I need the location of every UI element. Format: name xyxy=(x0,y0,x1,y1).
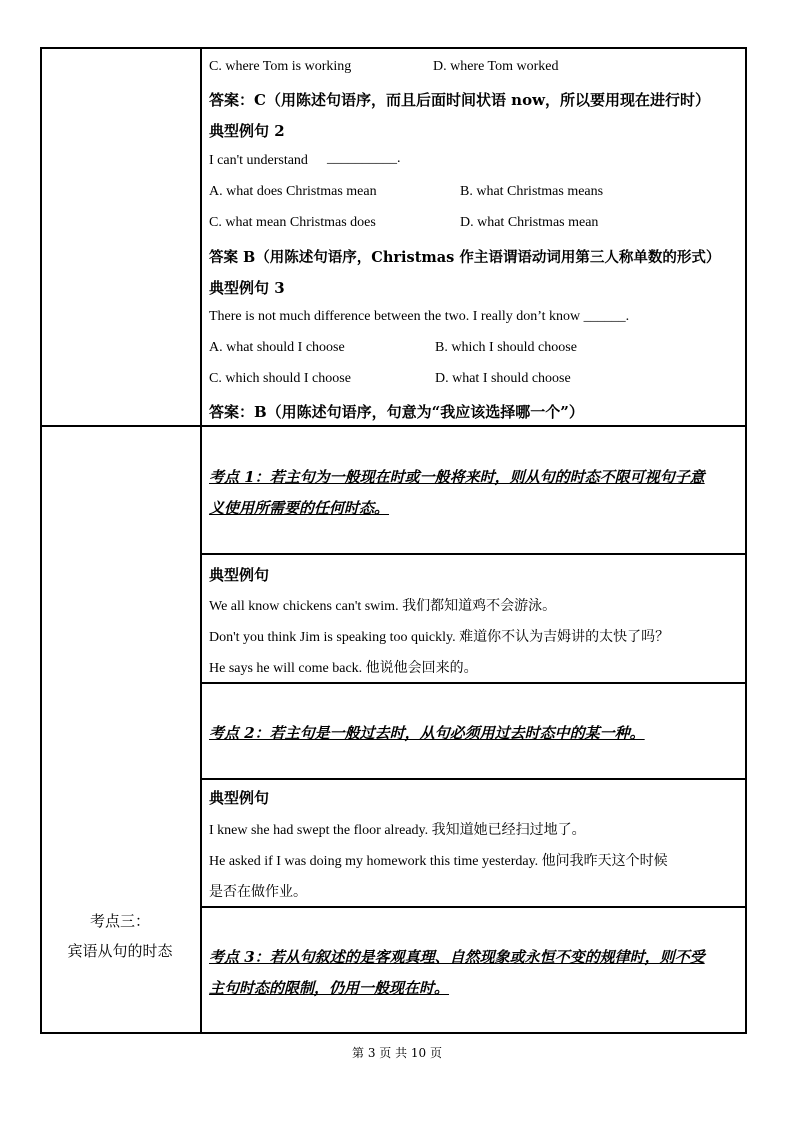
table-right-border xyxy=(745,48,747,1034)
examples-1-title: 典型例句 xyxy=(209,566,270,584)
example-1-2: Don't you think Jim is speaking too quickly. 难道你不认为吉姆讲的太快了吗？ xyxy=(209,630,670,645)
q3-option-b: B. which I should choose xyxy=(435,340,577,355)
key-point-1-line1: 考点 1：若主句为一般现在时或一般将来时，则从句的时态不限可视句子意 xyxy=(209,468,705,486)
answer-3: 答案：B（用陈述句语序，句意为“我应该选择哪一个”） xyxy=(209,403,584,421)
q3-option-c-visible: C. which should I choose xyxy=(209,371,351,386)
q3-stem: There is not much difference between the two. I really don’t know ______. xyxy=(209,309,630,324)
q2-option-d: D. what Christmas mean xyxy=(460,215,599,230)
content-table xyxy=(40,48,747,1034)
example-2-2-cont: 是否在做作业。 xyxy=(209,885,307,900)
table-left-border xyxy=(40,48,42,1034)
example-2-title: 典型例句 2 xyxy=(209,122,285,140)
key-point-1-line2: 义使用所需要的任何时态。 xyxy=(209,499,390,517)
section-label-line1: 考点三： xyxy=(89,912,150,930)
q2-option-b: B. what Christmas means xyxy=(460,184,604,199)
example-3-title: 典型例句 3 xyxy=(209,279,285,297)
example-2-2: He asked if I was doing my homework this time yesterday. 他问我昨天这个时候 xyxy=(209,854,668,869)
table-middle-border xyxy=(200,48,202,1034)
q1-option-c: C. where Tom is working xyxy=(209,59,352,74)
example-1-1: We all know chickens can't swim. 我们都知道鸡不会游泳。 xyxy=(209,599,557,614)
q2-blank: __________. xyxy=(327,151,401,166)
key-point-2: 考点 2：若主句是一般过去时，从句必须用过去时态中的某一种。 xyxy=(209,724,645,742)
table-bottom-border xyxy=(40,1032,747,1034)
row-divider xyxy=(200,553,747,555)
answer-2: 答案 B（用陈述句语序，Christmas 作主语谓语动词用第三人称单数的形式） xyxy=(209,249,721,266)
q3-option-a: A. what should I choose xyxy=(209,340,345,355)
row-divider xyxy=(40,425,747,427)
page-number: 第 3 页 共 10 页 xyxy=(352,1046,442,1060)
q2-option-c: C. what mean Christmas does xyxy=(209,215,376,230)
q2-option-a: A. what does Christmas mean xyxy=(209,184,377,199)
key-point-3-line1: 考点 3：若从句叙述的是客观真理、自然现象或永恒不变的规律时，则不受 xyxy=(209,948,705,966)
q3-option-d: D. what I should choose xyxy=(435,371,571,386)
row-divider xyxy=(200,906,747,908)
key-point-3-line2: 主句时态的限制，仍用一般现在时。 xyxy=(209,979,450,997)
section-label-line2: 宾语从句的时态 xyxy=(67,942,173,960)
row-divider xyxy=(200,778,747,780)
example-2-1: I knew she had swept the floor already. 我知道她已经扫过地了。 xyxy=(209,823,586,838)
answer-1: 答案：C（用陈述句语序，而且后面时间状语 now，所以要用现在进行时） xyxy=(209,91,710,109)
examples-2-title: 典型例句 xyxy=(209,789,270,807)
q2-stem: I can't understand xyxy=(209,153,308,168)
example-1-3: He says he will come back. 他说他会回来的。 xyxy=(209,661,478,676)
row-divider xyxy=(200,682,747,684)
q1-option-d: D. where Tom worked xyxy=(433,59,559,74)
